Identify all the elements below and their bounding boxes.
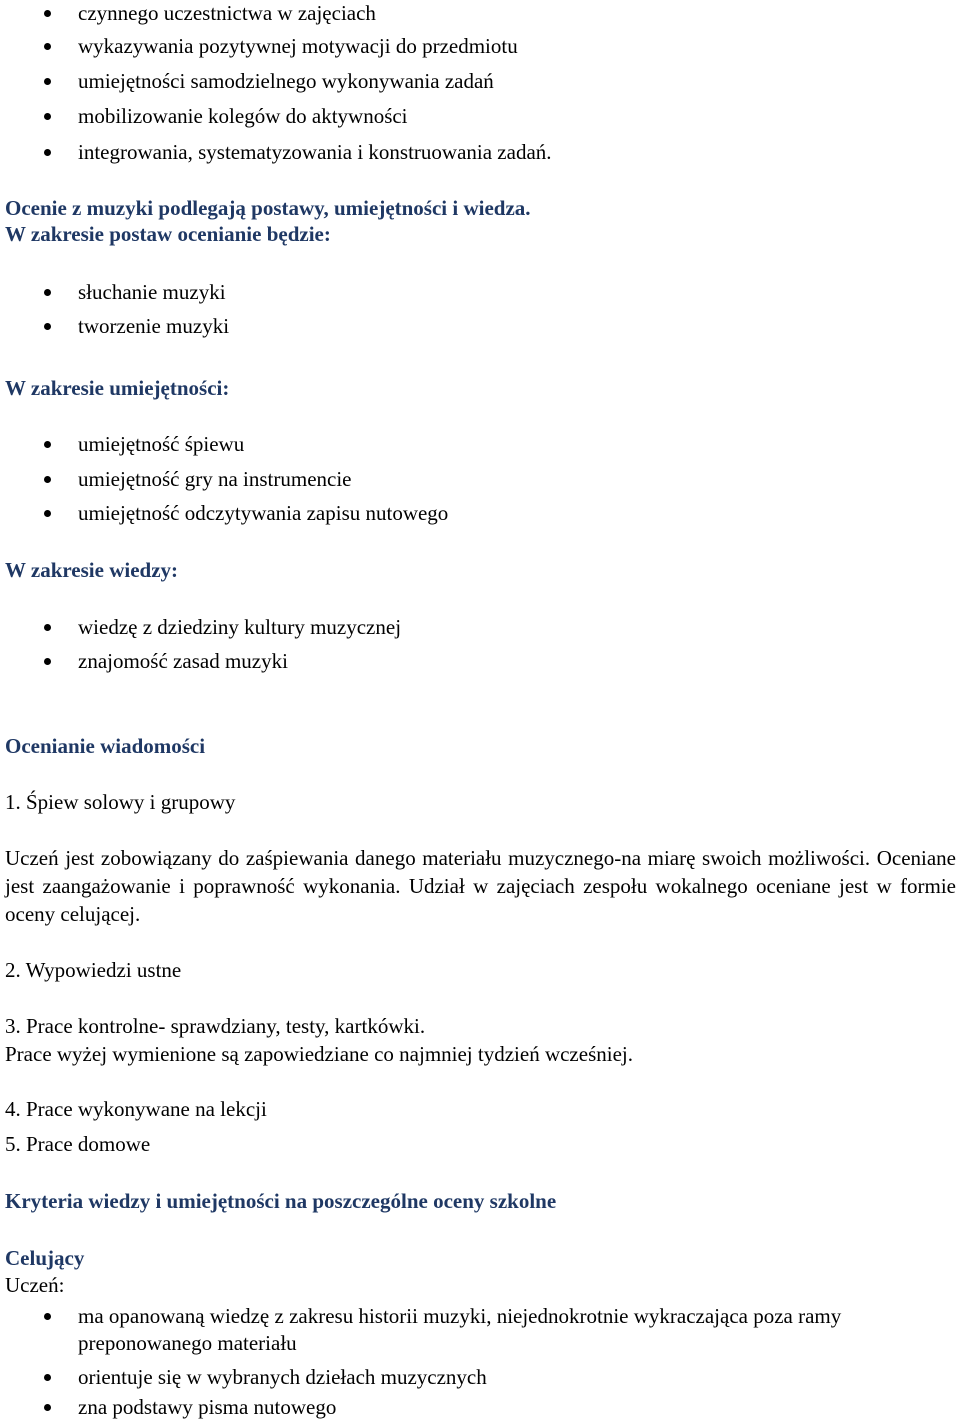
bullet-icon: [44, 1313, 51, 1320]
main-heading: Ocenie z muzyki podlegają postawy, umiejętności i wiedza.: [5, 196, 531, 220]
ocenianie-item-1-desc: Uczeń jest zobowiązany do zaśpiewania danego materiału muzycznego-na miarę swoich możliwości. Oceniane jest zaangażowanie i poprawność wykonania. Udział w zajęciach zespołu wokalnego oceniane jest w formie oceny celującej.: [5, 846, 956, 926]
student-label: Uczeń:: [5, 1273, 65, 1297]
bullet-icon: [44, 78, 51, 85]
bullet-icon: [44, 10, 51, 17]
ocenianie-item-5: 5. Prace domowe: [5, 1132, 151, 1156]
wiedza-heading: W zakresie wiedzy:: [5, 558, 179, 582]
ocenianie-item-2: 2. Wypowiedzi ustne: [5, 958, 182, 982]
bullet-icon: [44, 289, 51, 296]
grade-heading: Celujący: [5, 1246, 85, 1270]
document-page: czynnego uczestnictwa w zajęciach wykazywania pozytywnej motywacji do przedmiotu umiejętności samodzielnego wykonywania zadań mobilizowanie kolegów do aktywności integrowania, systematyzowania i konstruowania zadań. Ocenie z muzyki podlegają postawy, umiejętności i wiedza. W zakresie postaw ocenianie będzie: słuchanie muzyki tworzenie muzyki W zakresie umiejętności: umiejętność śpiewu umiejętność gry na instrumencie umiejętność odczytywania zapisu nutowego W zakresie wiedzy: wiedzę z dziedziny kultury muzycznej znajomość zasad muzyki Ocenianie wiadomości 1. Śpiew solowy i grupowy Uczeń jest zobowiązany do zaśpiewania danego materiału muzycznego-na miarę swoich możliwości. Oceniane jest zaangażowanie i poprawność wykonania. Udział w zajęciach zespołu wokalnego oceniane jest w formie oceny celującej. 2. Wypowiedzi ustne 3. Prace kontrolne- sprawdziany, testy, kartkówki. Prace wyżej wymienione są zapowiedziane co najmniej tydzień wcześniej. 4. Prace wykonywane na lekcji 5. Prace domowe Kryteria wiedzy i umiejętności na poszczególne oceny szkolne Celujący Uczeń: ma opanowaną wiedzę z zakresu historii muzyki, niejednokrotnie wykraczająca poza ramy preponowanego materiału orientuje się w wybranych dziełach muzycznych zna podstawy pisma nutowego: [5, 1, 956, 1419]
bullet-icon: [44, 441, 51, 448]
ocenianie-item-1: 1. Śpiew solowy i grupowy: [5, 790, 236, 814]
postawy-heading: W zakresie postaw ocenianie będzie:: [5, 222, 331, 246]
bullet-icon: [44, 510, 51, 517]
bullet-icon: [44, 476, 51, 483]
bullet-icon: [44, 323, 51, 330]
bullet-icon: [44, 624, 51, 631]
ocenianie-item-3-desc: Prace wyżej wymienione są zapowiedziane co najmniej tydzień wcześniej.: [5, 1042, 633, 1066]
ocenianie-heading: Ocenianie wiadomości: [5, 734, 206, 758]
bullet-icon: [44, 43, 51, 50]
bullet-icon: [44, 1404, 51, 1411]
bullet-icon: [44, 113, 51, 120]
bullet-icon: [44, 149, 51, 156]
kryteria-heading: Kryteria wiedzy i umiejętności na poszczególne oceny szkolne: [5, 1189, 557, 1213]
bullet-icon: [44, 658, 51, 665]
ocenianie-item-4: 4. Prace wykonywane na lekcji: [5, 1097, 267, 1121]
ocenianie-item-3: 3. Prace kontrolne- sprawdziany, testy, kartkówki.: [5, 1014, 426, 1038]
bullet-icon: [44, 1374, 51, 1381]
umiejetnosci-heading: W zakresie umiejętności:: [5, 376, 230, 400]
